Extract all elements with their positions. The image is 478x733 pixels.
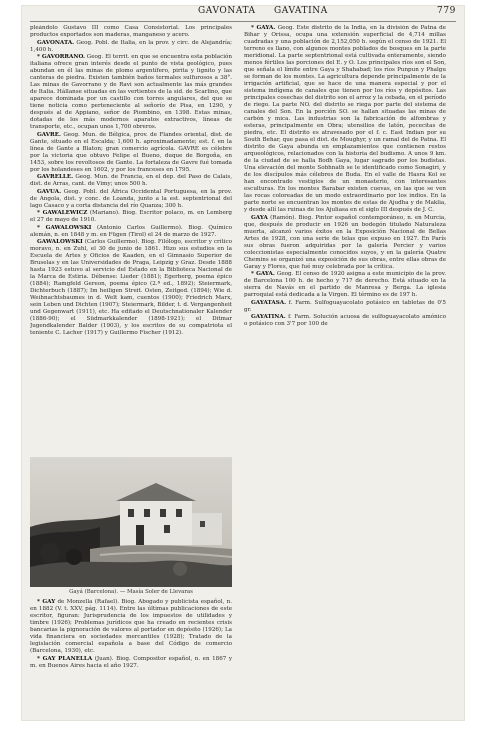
entry-headword: GAVUA. — [37, 188, 62, 195]
running-header — [30, 6, 456, 22]
entry-text: Geog. Pobl. del África Occidental Portuguesa, en la prov. de Angola, dist. y conc. de Loanda, junto a la est. septentrional del lago Casaco y a corta distancia del río Quanza; 300 h. — [30, 188, 232, 209]
dictionary-entry — [244, 271, 446, 299]
left-column-entries-after-photo — [30, 599, 232, 670]
dictionary-entry — [244, 300, 446, 314]
entry-headword: * GAWALEWICZ — [37, 210, 88, 216]
dictionary-entry — [30, 656, 232, 670]
header-rule — [30, 21, 456, 22]
dictionary-entry — [30, 40, 232, 54]
dictionary-entry — [244, 314, 446, 328]
entry-headword: GAWALOWSKI — [37, 239, 83, 245]
dictionary-entry — [30, 174, 232, 188]
entry-text: (Juan). Biog. Compositor español, n. en 1867 y m. en Buenos Aires hacia el año 1927. — [30, 655, 232, 669]
header-left-word: GAVONATA — [198, 6, 256, 16]
dictionary-entry — [30, 239, 232, 337]
left-column — [30, 25, 232, 715]
entry-headword: * GAWALOWSKI — [37, 224, 92, 231]
entry-headword: GAYATASA. — [251, 299, 287, 306]
right-column — [244, 25, 446, 715]
dictionary-entry — [30, 132, 232, 174]
entry-text: pleándolo Gustavo III como Casa Consistorial. Los principales productos exportados son maderas, manganeso y acero. — [30, 25, 232, 38]
dictionary-entry — [30, 189, 232, 210]
page-number: 779 — [437, 6, 456, 16]
entry-text: Geog. El territ. en que se encuentra esta población italiana ofrece gran interés desde el punto de vista geológico, pues abundan en él las minas de plomo argentífero, pirita y lignito y las canteras de piedra. Existen también baños termales sulfurosos a 38°. Las minas de Gavorrano y de Ravi son actualmente las más grandes de Italia. Hállanse situadas en las vertientes de la sid. de Scarlino, que aparece dominada por un castillo con torres angulares, del que se tiene noticia como perteneciente al señorío de Pisa, en 1290, y después al de Appiano, señor de Piombino, en 1398. Estas minas, dotadas de los más modernos aparatos extractivos, líneas de transporte, etc., ocupan unos 1,700 obreros. — [30, 54, 232, 130]
entry-headword: * GAVORRANO. — [37, 54, 85, 60]
entry-text: f. Farm. Sulfoguayacolato potásico en tabletas de 0'5 gr. — [244, 299, 446, 313]
entry-text: de Monzella (Rafael). Biog. Abogado y publicista español, n. en 1882 (V. t. XXV, pág. 1114). Entre las últimas publicaciones de este escritor, figuran: Jurisprudencia de los impuestos de utilidades y timbre (1926); Problemas jurídicos que ha creado en recientes crisis bancarias la pignoración de valores al portador en depósito (1926); La vida financiera en sociedades mercantiles (1928); Tratado de la legislación comercial española a base del Código de comercio (Barcelona, 1930), etc. — [30, 599, 232, 654]
entry-headword: * GAYA. — [251, 271, 275, 277]
photo-image — [30, 457, 232, 587]
dictionary-entry — [30, 210, 232, 224]
photo-masia — [30, 457, 232, 587]
dictionary-entry — [30, 25, 232, 39]
header-right-word: GAVATINA — [274, 6, 328, 16]
entry-headword: GAVRE. — [37, 131, 61, 138]
dictionary-entry — [30, 599, 232, 655]
entry-headword: GAVONATA. — [37, 39, 75, 46]
entry-text: (Antonio Carlos Guillermo). Biog. Químico alemán, n. en 1848 y m. en Fügen (Tirol) el 24 de marzo de 1927. — [30, 224, 232, 238]
entry-text: Geog. Mun. de Bélgica, prov. de Flandes oriental, dist. de Gante, situado en el Escalda; 1,600 h. aproximadamente; est. f. en la línea de Gante a Blaton; gran comercio agrícola. GAVRE es célebre por la victoria que obtuvo Felipe el Bueno, duque de Borgoña, en 1453, sobre los revoltosos de Gante. La fortaleza de Gavre fué tomada por los holandeses en 1602, y por los franceses en 1795. — [30, 131, 232, 173]
dictionary-entry — [244, 25, 446, 214]
entry-text: (Ramón). Biog. Pintor español contemporáneo, n. en Murcia, que, después de producir en 1926 un bodegón titulado Naturaleza muerta, alcanzó varios éxitos en la Exposición Nacional de Bellas Artes de 1928, con una serie de telas que expuso en 1927. En París sus obras fueron adquiridas por la galería Percier y varios coleccionistas especialmente conocidos suyos, y en la galería Quatre Chemins se organizó una exposición de sus obras, entre ellas obras de Garay y Flores, que fué muy celebrada por la crítica. — [244, 214, 446, 270]
entry-text: f. Farm. Solución acuosa de sulfoguayacolato amónico o potásico con 3'7 por 100 de — [244, 314, 446, 327]
entry-text: (Mariano). Biog. Escritor polaco, m. en Lemberg el 27 de mayo de 1910. — [30, 210, 232, 223]
left-column-entries — [30, 25, 232, 337]
dictionary-entry — [30, 225, 232, 239]
entry-headword: * GAYA. — [251, 25, 276, 31]
dictionary-entry — [30, 54, 232, 131]
photo-caption: Gayá (Barcelona). — Masía Soler de Llevaras — [69, 589, 193, 595]
entry-text: Geog. Mun. de Francia, en el dep. del Paso de Calais, dist. de Arras, cant. de Vimy; unos 500 h. — [30, 174, 232, 187]
entry-headword: GAYA — [251, 214, 268, 221]
entry-headword: GAYATINA. — [251, 314, 286, 320]
entry-headword: * GAY — [37, 599, 56, 605]
entry-headword: * GAY PLANELLA — [37, 655, 93, 662]
entry-text: Geog. Este distrito de la India, en la división de Patna de Bihar y Orissa, ocupa una extensión superficial de 4,714 millas cuadradas y una población de 2,152,050 h. según el censo de 1921. El terreno es llano, con algunos montes poblados de bosques en la parte meridional. La parte septentrional está cultivada enteramente, siendo menos fértiles las porciones del E. y O. Los principales ríos son el Son, que señala el límite entre Gaya y Shahabad; los ríos Punpun y Phalgu se forman de los montes. La agricultura depende principalmente de la irrigación artificial, que se hace de una manera especial y por el sistema indígena de canales que tienen por los ríos y depósitos. Las principales cosechas del distrito son el arroz y la cebada, en el período de riego. La parte NO. del distrito se riega por parte del sistema de canales del Son. En la porción SO. se hallan situadas las minas de carbón y mica. Las industrias son la fabricación de alfombras y esteras, principalmente en Obra; utensilios de latón, pececitas de piedra, etc. El distrito es atravesado por el f. c. East Indian por su South Behar, que pasa el dist. de Moughyr, y un ramal del de Patna. El distrito de Gaya abunda en emplazamientos que contienen restos arqueológicos, relacionados con la historia del budismo. A unos 9 km. de la ciudad de se halla Bodh Gaya, lugar sagrado por los budistas. Una elevación del monte Sobhnath se le identificado como Sonagiri, y de los discípulos más célebres de Buda. En el valle de Hasra Kol se han encontrado vestigios de un monasterio, con interesantes esculturas. En los montes Barabar existen cuevas, en las que se ven las rocas coloreadas de un modo extraordinario por los indios. En la parte norte se encuentran los montes de estas de Ajudha y de Maklia, y desde allí las ruinas de los Ajuliasa en el siglo III después de J. C. — [244, 25, 446, 213]
dictionary-entry — [244, 215, 446, 271]
entry-text: (Carlos Guillermo). Biog. Filólogo, escritor y crítico moravo, n. en Zuhl, el 30 de junio de 1861. Hizo sus estudios en la Escuela de Artes y Oficios de Kaaden, en el Gimnasio Superior de Bruselas y en las Universidades de Praga, Leipzig y Graz. Desde 1888 hasta 1923 estuvo al servicio del Estado en la Biblioteca Nacional de la Marca de Estiria. Débense: Lieder (1881); Egerberg, poema épico (1884); Ramgfeld Gereon, poema épico (2.ª ed., 1892); Steiermark, Dichterbuch (1887); Im heiligen Streit. Osten, Zeitged. (1894); Wie d. Weihnachtsbaumes in d. Welt kam, cuentos (1900); Friedrich Marx, sein Leben und Dichten (1907); Steiermark, Bilder, t. d. Vergangenheit und Gegenwart (1911), etc. Ha editado el Deutschnationaler Kalender (1886-90); el Südmarkkalender (1898-1921); el Ditmar Jugendkalender Balder (1903), y los escritos de su compatriota el teniente C. Lacher (1917) y Guillermo Fischer (1912). — [30, 239, 232, 336]
entry-text: Geog. Pobl. de Italia, en la prov. y circ. de Alejandría; 1,400 h. — [30, 39, 232, 53]
entry-text: Geog. El censo de 1920 asigna a este municipio de la prov. de Barcelona 100 h. de hecho y 717 de derecho. Está situado en la sierra de Navás en el partido de Manresa y Berga. La iglesia parroquial está dedicada a la Virgen. El término es de 197 h. — [244, 271, 446, 298]
entry-headword: GAVRELLE. — [37, 174, 74, 180]
